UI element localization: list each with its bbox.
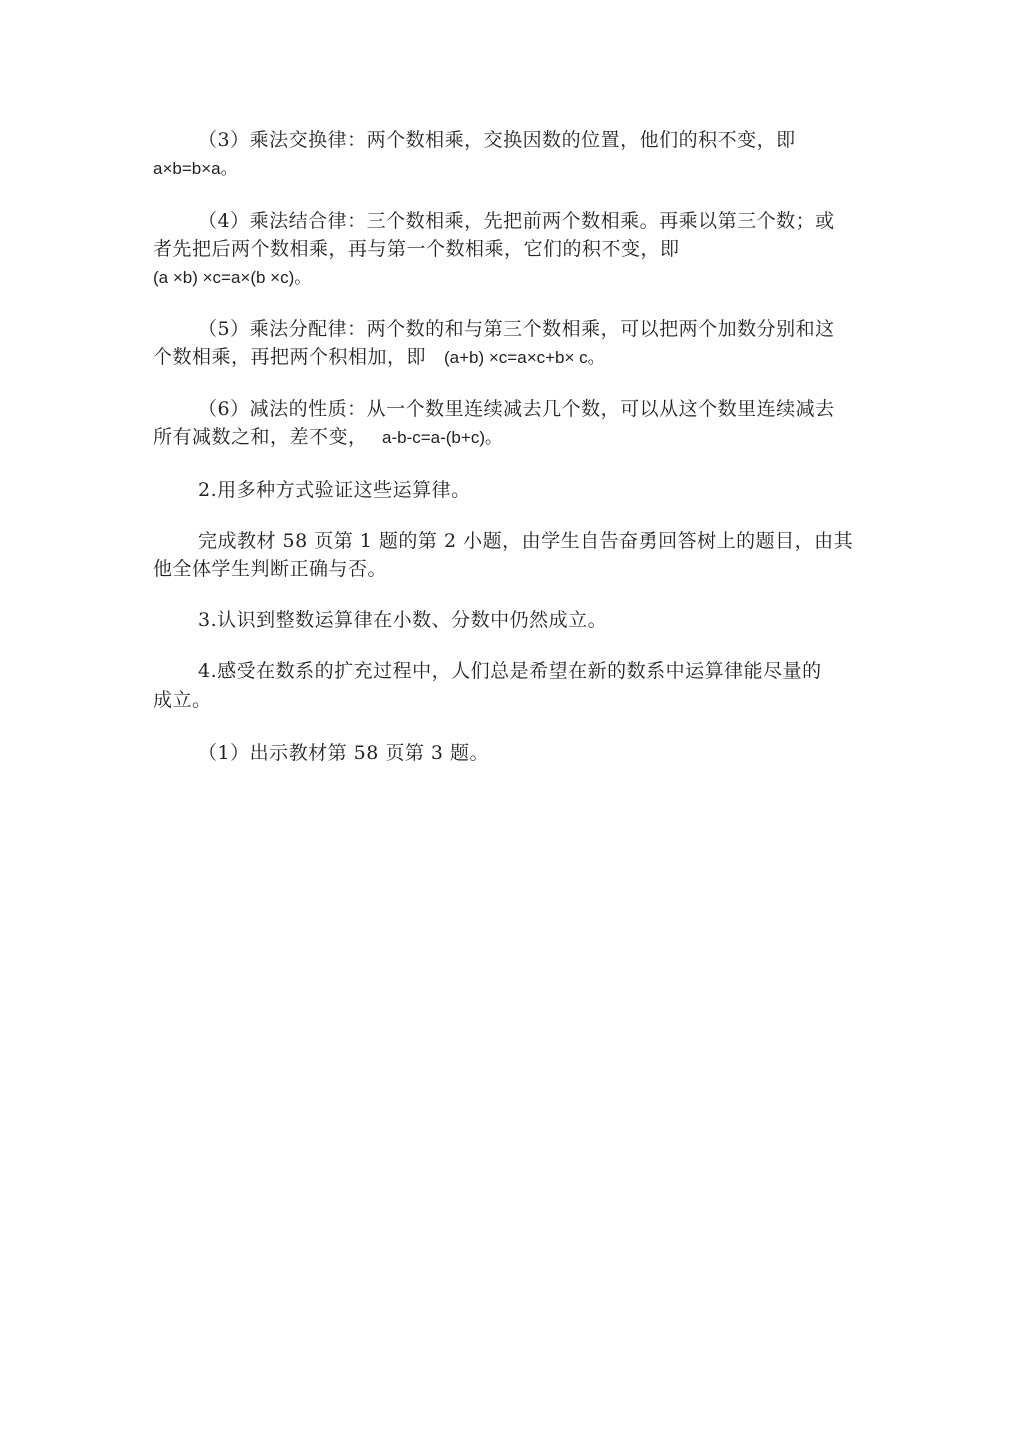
- question-1: （1）出示教材第 58 页第 3 题。: [198, 742, 490, 764]
- paragraph-5-line-2: 个数相乘，再把两个积相加，即: [153, 346, 427, 368]
- task-line-1: 完成教材 58 页第 1 题的第 2 小题，由学生自告奋勇回答树上的题目，由其: [198, 530, 854, 552]
- paragraph-5-formula: (a+b) ×c=a×c+b× c。: [444, 348, 605, 367]
- paragraph-3-formula: a×b=b×a。: [153, 159, 238, 178]
- section-2-heading: 2.用多种方式验证这些运算律。: [198, 479, 471, 501]
- paragraph-6-line-1: （6）减法的性质：从一个数里连续减去几个数，可以从这个数里连续减去: [198, 398, 835, 420]
- task-line-2: 他全体学生判断正确与否。: [153, 558, 388, 580]
- section-4-line-1: 4.感受在数系的扩充过程中，人们总是希望在新的数系中运算律能尽量的: [198, 660, 822, 682]
- paragraph-6-line-2: 所有减数之和，差不变，: [153, 426, 368, 448]
- paragraph-3-line-1: （3）乘法交换律：两个数相乘，交换因数的位置，他们的积不变，即: [198, 129, 796, 151]
- section-4-line-2: 成立。: [153, 689, 212, 711]
- paragraph-4-formula: (a ×b) ×c=a×(b ×c)。: [153, 268, 312, 287]
- paragraph-4-line-2: 者先把后两个数相乘，再与第一个数相乘，它们的积不变，即: [153, 238, 680, 260]
- section-3-heading: 3.认识到整数运算律在小数、分数中仍然成立。: [198, 609, 608, 631]
- paragraph-6-formula: a-b-c=a-(b+c)。: [382, 428, 502, 447]
- paragraph-4-line-1: （4）乘法结合律：三个数相乘，先把前两个数相乘。再乘以第三个数；或: [198, 210, 835, 232]
- paragraph-5-line-1: （5）乘法分配律：两个数的和与第三个数相乘，可以把两个加数分别和这: [198, 318, 835, 340]
